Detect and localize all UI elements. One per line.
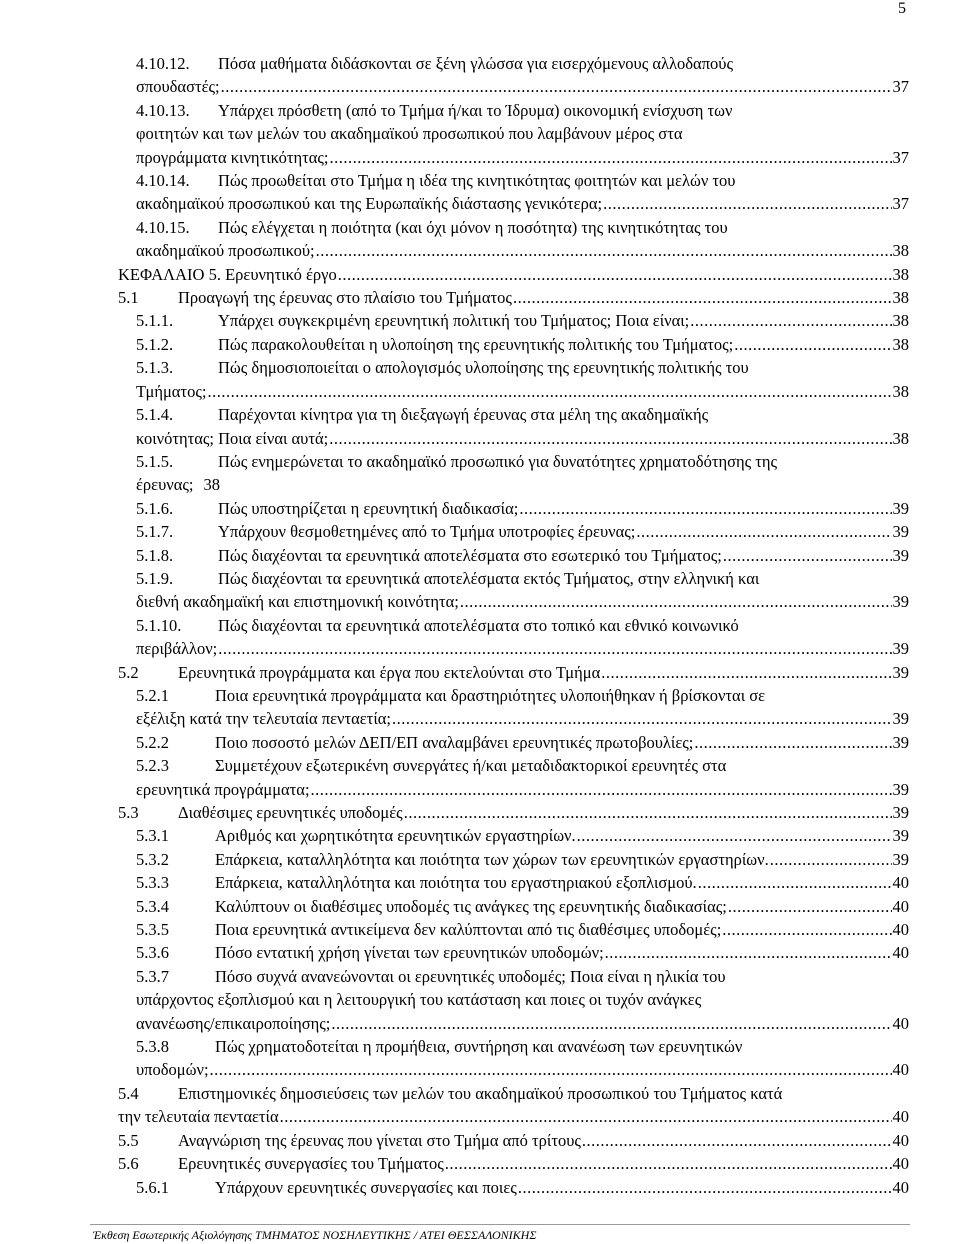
dot-leader <box>734 333 891 356</box>
toc-entry-number: 5.2.2 <box>136 732 169 752</box>
toc-page-number: 40 <box>892 1060 909 1080</box>
toc-entry-text: ανανέωσης/επικαιροποίησης; <box>136 1013 331 1033</box>
toc-page-number: 39 <box>892 522 909 542</box>
dot-leader <box>404 801 892 824</box>
dot-leader <box>582 1129 892 1152</box>
toc-entry[interactable] <box>136 848 909 871</box>
toc-page-number: 39 <box>892 803 909 822</box>
dot-leader <box>513 286 892 309</box>
toc-entry-number: 5.1 <box>118 288 139 308</box>
toc-page-number: 39 <box>892 639 909 659</box>
dot-leader <box>207 380 891 403</box>
dot-leader <box>392 707 892 730</box>
toc-page-number: 40 <box>892 896 909 916</box>
table-of-contents <box>118 52 909 1199</box>
toc-entry-number: 4.10.13. <box>136 100 190 120</box>
toc-entry-text: Ερευνητικά προγράμματα και έργα που εκτελούνται στο Τμήμα <box>178 662 601 682</box>
toc-entry-number: 5.3.8 <box>136 1037 169 1057</box>
toc-entry-text: Ποιο ποσοστό μελών ΔΕΠ/ΕΠ αναλαμβάνει ερευνητικές πρωτοβουλίες; <box>215 732 694 752</box>
toc-page-number: 39 <box>892 498 909 518</box>
toc-entry[interactable] <box>136 824 909 847</box>
toc-entry-text: Πώς δημοσιοποιείται ο απολογισμός υλοποίησης της ερευνητικής πολιτικής του <box>218 358 749 378</box>
dot-leader <box>770 848 892 871</box>
toc-entry[interactable] <box>136 356 909 403</box>
dot-leader <box>603 192 891 215</box>
toc-entry-text: Επάρκεια, καταλληλότητα και ποιότητα των χώρων των ερευνητικών εργαστηρίων. <box>215 849 769 869</box>
dot-leader <box>698 871 892 894</box>
toc-entry[interactable] <box>136 497 909 520</box>
toc-entry[interactable] <box>136 169 909 216</box>
dot-leader <box>690 309 891 332</box>
toc-page-number: 40 <box>892 1130 909 1150</box>
toc-entry[interactable] <box>136 99 909 169</box>
toc-entry[interactable] <box>136 520 909 543</box>
toc-entry-number: 5.1.5. <box>136 451 174 471</box>
toc-entry[interactable] <box>136 567 909 614</box>
toc-entry-number: 5.4 <box>118 1083 139 1103</box>
toc-page-number: 38 <box>892 288 909 308</box>
toc-entry-text: Πώς ενημερώνεται το ακαδημαϊκό προσωπικό για δυνατότητες χρηματοδότησης της <box>218 451 778 471</box>
toc-entry-number: 5.3.7 <box>136 966 169 986</box>
toc-entry-text: υποδομών; <box>136 1060 209 1080</box>
toc-page-number: 39 <box>892 662 909 682</box>
toc-entry-number: 5.1.10. <box>136 615 182 635</box>
toc-page-number: 38 <box>892 264 909 284</box>
toc-page-number: 38 <box>892 428 909 448</box>
dot-leader <box>210 1058 892 1081</box>
toc-entry-text: Πώς χρηματοδοτείται η προμήθεια, συντήρηση και ανανέωση των ερευνητικών <box>215 1037 743 1057</box>
toc-entry[interactable] <box>136 1176 909 1199</box>
toc-entry-text: Συμμετέχουν εξωτερικένη συνεργάτες ή/και μεταδιδακτορικοί ερευνητές στα <box>215 756 727 776</box>
toc-entry-number: 5.3.1 <box>136 826 169 846</box>
toc-entry-text: σπουδαστές; <box>136 77 220 97</box>
dot-leader <box>601 661 891 684</box>
dot-leader <box>331 1012 891 1035</box>
toc-page-number: 38 <box>892 334 909 354</box>
toc-entry-text: διεθνή ακαδημαϊκή και επιστημονική κοινότητα; <box>136 592 459 612</box>
toc-entry-text: Επάρκεια, καταλληλότητα και ποιότητα του εργαστηριακού εξοπλισμού. <box>215 873 697 893</box>
dot-leader <box>218 637 891 660</box>
toc-entry-number: 5.1.2. <box>136 334 174 354</box>
toc-entry-number: 5.3.3 <box>136 873 169 893</box>
toc-entry-text: Ποια ερευνητικά αντικείμενα δεν καλύπτονται από τις διαθέσιμες υποδομές; <box>215 920 722 940</box>
toc-page-number: 40 <box>892 1154 909 1174</box>
dot-leader <box>338 263 892 286</box>
toc-entry-text: Πώς προωθείται στο Τμήμα η ιδέα της κινητικότητας φοιτητών και μελών του <box>218 171 736 191</box>
toc-page-number: 37 <box>892 194 909 214</box>
dot-leader <box>221 75 892 98</box>
toc-entry-text: ακαδημαϊκού προσωπικού; <box>136 241 315 261</box>
toc-page-number: 38 <box>892 311 909 331</box>
toc-entry[interactable] <box>118 1129 909 1152</box>
dot-leader <box>311 778 892 801</box>
toc-entry-text: ερευνητικά προγράμματα; <box>136 779 310 799</box>
toc-entry-text: την τελευταία πενταετία <box>118 1107 279 1127</box>
toc-entry-text: Υπάρχουν ερευνητικές συνεργασίες και ποιες <box>215 1177 517 1197</box>
toc-entry-text: Ερευνητικές συνεργασίες του Τμήματος <box>178 1154 444 1174</box>
toc-entry-number: 5.6.1 <box>136 1177 169 1197</box>
toc-entry[interactable] <box>136 216 909 263</box>
toc-page-number: 37 <box>892 77 909 97</box>
toc-entry-text: Πώς διαχέονται τα ερευνητικά αποτελέσματα εκτός Τμήματος, στην ελληνική και <box>218 568 760 588</box>
toc-entry-number: 5.3.6 <box>136 943 169 963</box>
toc-page-number: 38 <box>892 241 909 261</box>
toc-entry-text: Διαθέσιμες ερευνητικές υποδομές <box>178 803 403 822</box>
toc-entry-text: Πόσα μαθήματα διδάσκονται σε ξένη γλώσσα για εισερχόμενους αλλοδαπούς <box>218 54 733 73</box>
toc-page-number: 39 <box>892 732 909 752</box>
toc-page-number: 40 <box>892 1013 909 1033</box>
toc-entry[interactable] <box>136 1035 909 1082</box>
toc-page-number: 38 <box>203 475 220 495</box>
toc-entry-text: ακαδημαϊκού προσωπικού και της Ευρωπαϊκής διάστασης γενικότερα; <box>136 194 603 214</box>
toc-page-number: 39 <box>892 779 909 799</box>
toc-entry-number: 4.10.12. <box>136 54 190 73</box>
dot-leader <box>330 146 892 169</box>
toc-entry-text: Πώς παρακολουθείται η υλοποίηση της ερευνητικής πολιτικής του Τμήματος; <box>218 334 734 354</box>
toc-entry[interactable] <box>136 333 909 356</box>
toc-entry-text: Πώς διαχέονται τα ερευνητικά αποτελέσματα στο εσωτερικό του Τμήματος; <box>218 545 722 565</box>
toc-entry-number: 4.10.14. <box>136 171 190 191</box>
dot-leader <box>577 824 892 847</box>
toc-entry-number: 5.6 <box>118 1154 139 1174</box>
toc-entry-text: Ποια ερευνητικά προγράμματα και δραστηριότητες υλοποιήθηκαν ή βρίσκονται σε <box>215 685 766 705</box>
toc-page-number: 39 <box>892 709 909 729</box>
toc-entry-text: Τμήματος; <box>136 381 207 401</box>
toc-entry[interactable] <box>136 871 909 894</box>
toc-entry-text: Πόσο εντατική χρήση γίνεται των ερευνητικών υποδομών; <box>215 943 604 963</box>
toc-page-number: 37 <box>892 147 909 167</box>
toc-entry-text: Πόσο συχνά ανανεώνονται οι ερευνητικές υποδομές; Ποια είναι η ηλικία του <box>215 966 726 986</box>
toc-entry-text: Υπάρχουν θεσμοθετημένες από το Τμήμα υποτροφίες έρευνας; <box>218 522 636 542</box>
toc-entry[interactable] <box>136 754 909 801</box>
dot-leader <box>722 918 891 941</box>
toc-entry-text: Προαγωγή της έρευνας στο πλαίσιο του Τμήματος <box>178 288 512 308</box>
toc-entry-text: υπάρχοντος εξοπλισμού και η λειτουργική του κατάσταση και ποιες οι τυχόν ανάγκες <box>136 990 702 1010</box>
toc-entry-text: Αριθμός και χωρητικότητα ερευνητικών εργαστηρίων. <box>215 826 576 846</box>
toc-entry-text: έρευνας; <box>136 475 194 495</box>
dot-leader <box>329 427 891 450</box>
toc-page-number: 39 <box>892 826 909 846</box>
toc-entry-number: 5.3 <box>118 803 139 822</box>
dot-leader <box>723 544 892 567</box>
dot-leader <box>316 239 892 262</box>
dot-leader <box>519 497 891 520</box>
toc-entry[interactable] <box>136 450 909 497</box>
toc-entry[interactable] <box>136 544 909 567</box>
toc-entry[interactable] <box>136 965 909 1035</box>
toc-entry-text: κοινότητας; Ποια είναι αυτά; <box>136 428 329 448</box>
toc-page-number: 40 <box>892 873 909 893</box>
toc-page-number: 40 <box>892 1177 909 1197</box>
toc-entry-text: Πώς υποστηρίζεται η ερευνητική διαδικασία; <box>218 498 519 518</box>
toc-entry-text: Παρέχονται κίνητρα για τη διεξαγωγή έρευνας στα μέλη της ακαδημαϊκής <box>218 405 709 425</box>
dot-leader <box>460 590 892 613</box>
toc-entry[interactable] <box>136 731 909 754</box>
toc-page-number: 39 <box>892 849 909 869</box>
toc-entry-text: Πώς διαχέονται τα ερευνητικά αποτελέσματα στο τοπικό και εθνικό κοινωνικό <box>218 615 739 635</box>
toc-entry-text: Υπάρχει πρόσθετη (από το Τμήμα ή/και το Ίδρυμα) οικονομική ενίσχυση των <box>218 100 733 120</box>
toc-entry-number: 5.2.3 <box>136 756 169 776</box>
toc-entry-number: 5.1.4. <box>136 405 174 425</box>
toc-entry[interactable] <box>136 918 909 941</box>
toc-page-number: 39 <box>892 592 909 612</box>
dot-leader <box>636 520 891 543</box>
toc-entry-number: 5.1.9. <box>136 568 174 588</box>
toc-entry-number: 5.3.4 <box>136 896 169 916</box>
toc-entry-number: 5.2 <box>118 662 139 682</box>
page-number: 5 <box>898 0 906 17</box>
toc-page-number: 38 <box>892 381 909 401</box>
toc-entry-number: 5.1.1. <box>136 311 174 331</box>
dot-leader <box>694 731 891 754</box>
dot-leader <box>728 895 892 918</box>
toc-entry-number: 5.1.7. <box>136 522 174 542</box>
toc-page-number: 39 <box>892 545 909 565</box>
toc-page-number: 40 <box>892 943 909 963</box>
toc-entry-number: 5.1.8. <box>136 545 174 565</box>
dot-leader <box>605 941 892 964</box>
toc-entry-number: 5.3.2 <box>136 849 169 869</box>
toc-entry-text: Καλύπτουν οι διαθέσιμες υποδομές τις ανάγκες της ερευνητικής διαδικασίας; <box>215 896 727 916</box>
toc-entry[interactable] <box>136 895 909 918</box>
toc-entry-text: ΚΕΦΑΛΑΙΟ 5. Ερευνητικό έργο <box>118 264 337 284</box>
dot-leader <box>280 1105 892 1128</box>
toc-entry-number: 5.2.1 <box>136 685 169 705</box>
toc-entry[interactable] <box>136 614 909 661</box>
toc-entry-text: Επιστημονικές δημοσιεύσεις των μελών του ακαδημαϊκού προσωπικού του Τμήματος κατά <box>178 1083 783 1103</box>
dot-leader <box>518 1176 892 1199</box>
toc-entry-number: 5.3.5 <box>136 920 169 940</box>
toc-entry[interactable] <box>136 52 909 99</box>
page-footer: Έκθεση Εσωτερικής Αξιολόγησης ΤΜΗΜΑΤΟΣ ΝΟΣΗΛΕΥΤΙΚΗΣ / ΑΤΕΙ ΘΕΣΣΑΛΟΝΙΚΗΣ <box>93 1228 537 1242</box>
toc-entry-number: 5.1.3. <box>136 358 174 378</box>
toc-entry[interactable] <box>118 286 909 309</box>
toc-entry-text: προγράμματα κινητικότητας; <box>136 147 329 167</box>
toc-entry-text: Πώς ελέγχεται η ποιότητα (και όχι μόνον η ποσότητα) της κινητικότητας του <box>218 217 728 237</box>
toc-page-number: 40 <box>892 1107 909 1127</box>
toc-entry[interactable] <box>136 684 909 731</box>
toc-entry-number: 4.10.15. <box>136 217 190 237</box>
toc-entry[interactable] <box>136 941 909 964</box>
toc-page-number: 40 <box>892 920 909 940</box>
toc-entry[interactable] <box>136 309 909 332</box>
toc-entry[interactable] <box>118 661 909 684</box>
toc-entry-text: φοιτητών και των μελών του ακαδημαϊκού προσωπικού που λαμβάνουν μέρος στα <box>136 124 683 144</box>
toc-entry[interactable] <box>118 801 909 824</box>
toc-entry-number: 5.5 <box>118 1130 139 1150</box>
toc-entry[interactable] <box>118 1082 909 1129</box>
toc-entry-text: περιβάλλον; <box>136 639 218 659</box>
toc-entry-text: εξέλιξη κατά την τελευταία πενταετία; <box>136 709 391 729</box>
toc-entry-text: Υπάρχει συγκεκριμένη ερευνητική πολιτική του Τμήματος; Ποια είναι; <box>218 311 690 331</box>
toc-entry[interactable] <box>136 403 909 450</box>
footer-divider <box>90 1224 910 1225</box>
toc-entry-text: Αναγνώριση της έρευνας που γίνεται στο Τμήμα από τρίτους <box>178 1130 581 1150</box>
toc-entry-number: 5.1.6. <box>136 498 174 518</box>
toc-entry[interactable] <box>118 263 909 286</box>
dot-leader <box>445 1152 892 1175</box>
toc-entry[interactable] <box>118 1152 909 1175</box>
